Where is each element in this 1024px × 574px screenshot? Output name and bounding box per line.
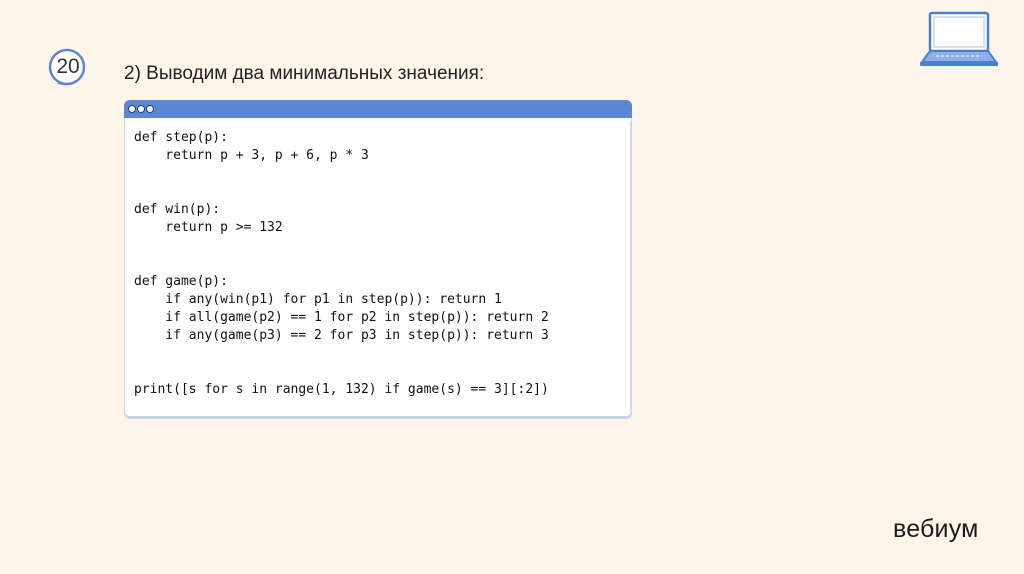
slide-number: 20: [56, 55, 80, 78]
slide-number-badge: [46, 47, 86, 87]
window-dot-icon: [128, 105, 136, 113]
code-line: [134, 183, 549, 201]
code-line: if all(game(p2) == 1 for p2 in step(p)): return 2: [134, 310, 549, 325]
code-line: [134, 255, 549, 273]
code-line: return p >= 132: [134, 220, 283, 235]
laptop-icon: [918, 10, 1000, 68]
slide-heading: 2) Выводим два минимальных значения:: [124, 63, 485, 84]
code-line: return p + 3, p + 6, p * 3: [134, 148, 369, 163]
window-title-bar: [124, 100, 632, 118]
window-dot-icon: [137, 105, 145, 113]
code-block: [134, 129, 549, 399]
code-line: if any(game(p3) == 2 for p3 in step(p)): return 3: [134, 328, 549, 343]
brand-logo-text: вебиум: [893, 515, 979, 543]
code-line: [134, 363, 549, 381]
code-line: def step(p):: [134, 130, 228, 145]
code-line: [134, 165, 549, 183]
window-scroll-track: [630, 121, 631, 411]
code-line: if any(win(p1) for p1 in step(p)): return 1: [134, 292, 502, 307]
code-line: print([s for s in range(1, 132) if game(s) == 3][:2]): [134, 382, 549, 397]
code-line: [134, 345, 549, 363]
window-dot-icon: [146, 105, 154, 113]
code-line: def win(p):: [134, 202, 221, 217]
code-window: [124, 100, 632, 417]
code-line: def game(p):: [134, 274, 228, 289]
code-line: [134, 237, 549, 255]
